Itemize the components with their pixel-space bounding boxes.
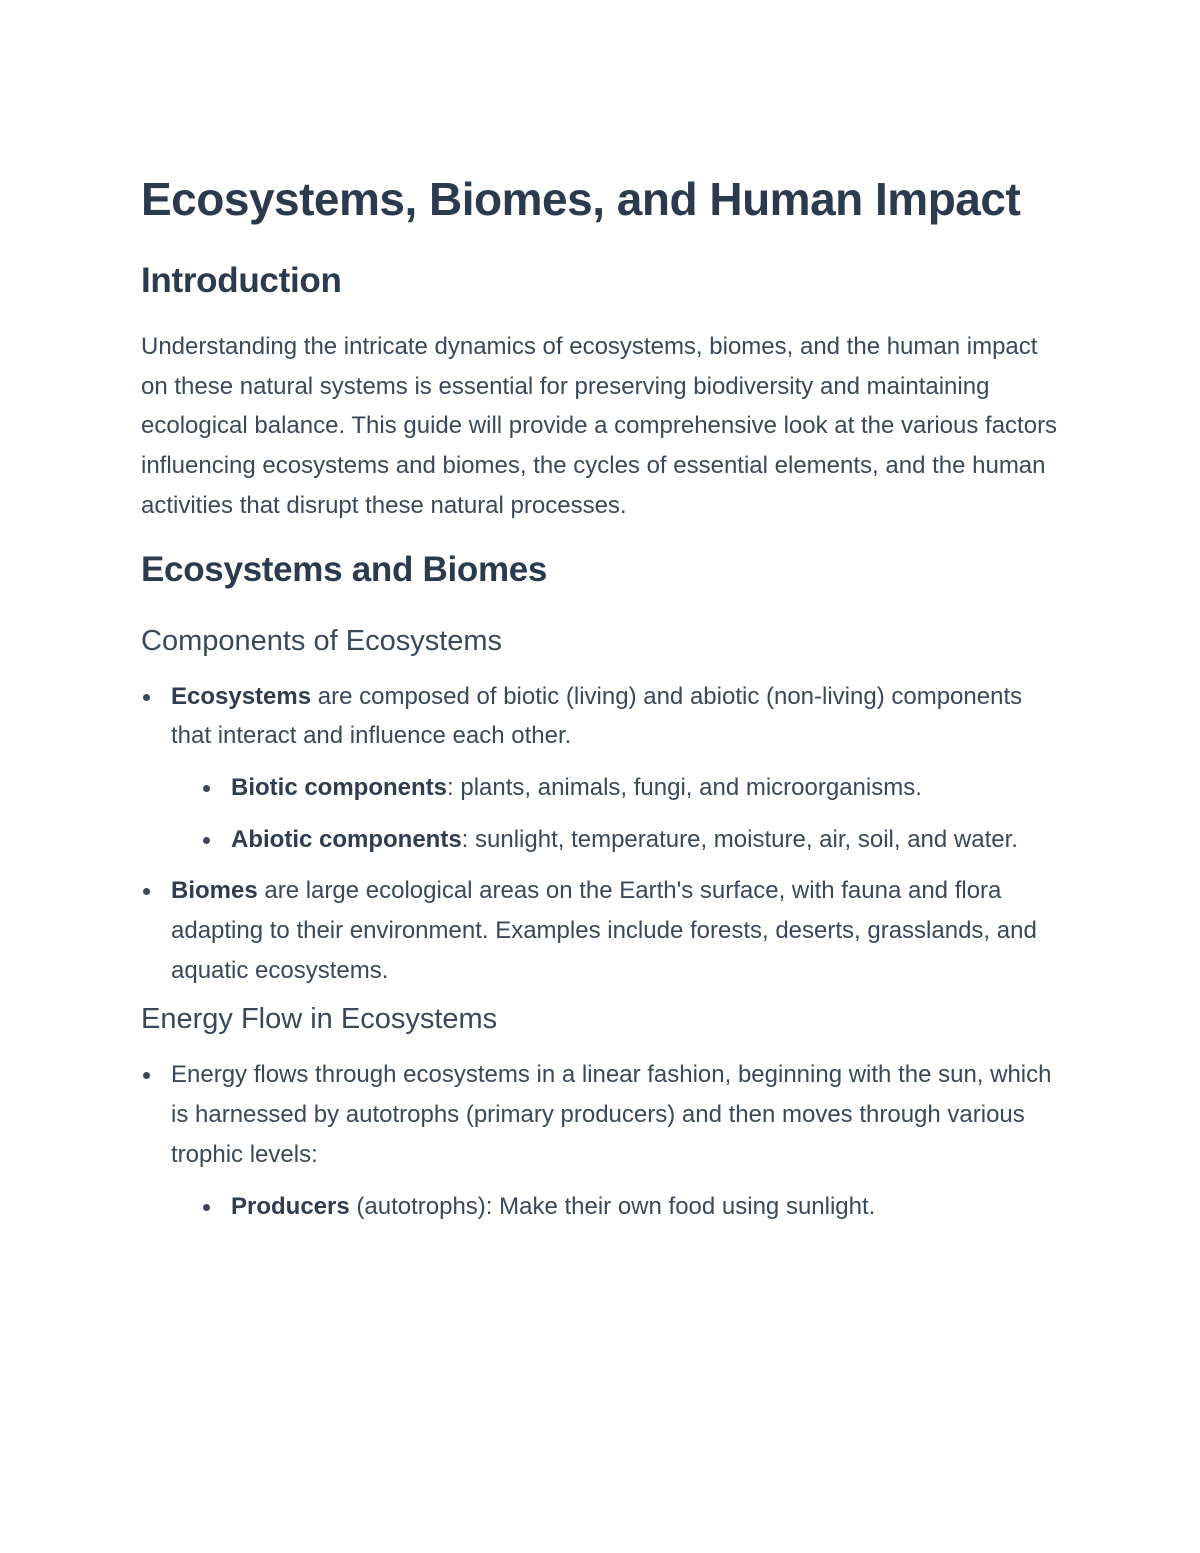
energy-flow-heading: Energy Flow in Ecosystems — [141, 1003, 498, 1036]
energy-sublist — [171, 1187, 1061, 1227]
item-text: (autotrophs): Make their own food using sunlight. — [349, 1192, 876, 1220]
bullet-icon — [143, 694, 150, 701]
document-page — [141, 168, 1061, 1238]
item-text: Energy flows through ecosystems in a linear fashion, beginning with the sun, which is harnessed by autotrophs (primary producers) and then moves through various trophic levels: — [171, 1061, 1052, 1168]
components-sublist — [171, 768, 1061, 859]
document-title: Ecosystems, Biomes, and Human Impact — [141, 173, 1021, 225]
introduction-paragraph: Understanding the intricate dynamics of ecosystems, biomes, and the human impact on these natural systems is essential for preserving biodiversity and maintaining ecological balance. This guide will provide a comprehensive look at the various factors influencing ecosystems and biomes, the cycles of essential elements, and the human activities that disrupt these natural processes. — [141, 333, 1058, 519]
bullet-icon — [203, 785, 210, 792]
components-list — [141, 677, 1061, 991]
list-item — [141, 1055, 1061, 1226]
ecosystems-biomes-heading: Ecosystems and Biomes — [141, 549, 548, 589]
list-item — [141, 871, 1061, 990]
list-item — [141, 677, 1061, 860]
list-item — [201, 820, 1061, 860]
bullet-icon — [143, 888, 150, 895]
bullet-icon — [143, 1072, 150, 1079]
item-text: : sunlight, temperature, moisture, air, soil, and water. — [461, 825, 1018, 853]
term-producers: Producers — [231, 1192, 350, 1220]
bullet-icon — [203, 1204, 210, 1211]
energy-list — [141, 1055, 1061, 1226]
item-text: are large ecological areas on the Earth's surface, with fauna and flora adapting to their environment. Examples include forests, deserts, grasslands, and aquatic ecosystems. — [171, 877, 1037, 984]
term-biomes: Biomes — [171, 877, 258, 905]
item-text: : plants, animals, fungi, and microorganisms. — [447, 773, 922, 801]
item-text: are composed of biotic (living) and abiotic (non-living) components that interact and influence each other. — [171, 682, 1023, 750]
term-biotic: Biotic components — [231, 773, 448, 801]
list-item — [201, 1187, 1061, 1227]
term-ecosystems: Ecosystems — [171, 682, 312, 710]
term-abiotic: Abiotic components — [231, 825, 462, 853]
list-item — [201, 768, 1061, 808]
components-heading: Components of Ecosystems — [141, 624, 503, 657]
introduction-heading: Introduction — [141, 261, 342, 300]
bullet-icon — [203, 837, 210, 844]
